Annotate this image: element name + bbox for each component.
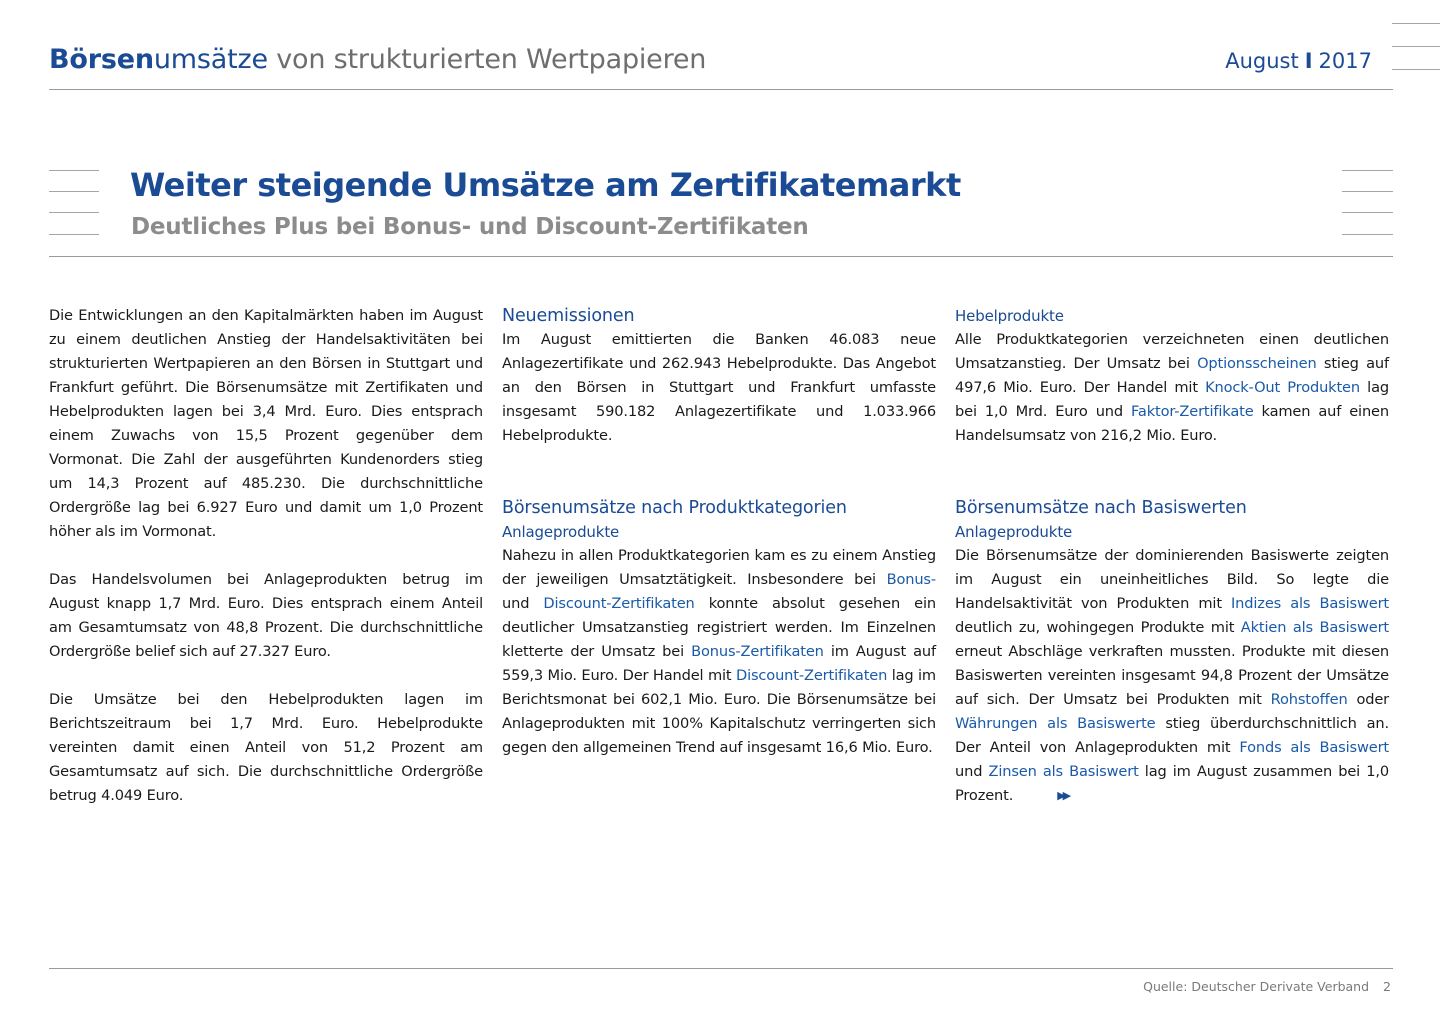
col1-paragraph-2: Das Handelsvolumen bei Anlageprodukten betrug im August knapp 1,7 Mrd. Euro. Dies entsprach einem Anteil am Gesamtumsatz von 48,8 Prozent. Die durchschnittliche Ordergröße belief sich auf 27.327 Euro. xyxy=(49,571,483,660)
text-segment: Die Börsenumsätze der dominierenden Basiswerte zeigten im August ein uneinheitliches Bild. So legte die Handelsaktivität von Produkten mit xyxy=(955,547,1389,612)
subheading-anlageprodukte: Anlageprodukte xyxy=(502,523,620,541)
header-month: August xyxy=(1225,49,1299,73)
column-2 xyxy=(502,304,936,760)
text-segment: im August auf 559,3 Mio. Euro. Der Handel mit xyxy=(502,643,936,684)
link-rohstoffen[interactable]: Rohstoffen xyxy=(1270,691,1348,708)
link-zinsen-als-basiswert[interactable]: Zinsen als Basiswert xyxy=(988,763,1139,780)
text-segment: oder xyxy=(1347,691,1390,708)
text-segment: deutlich zu, wohingegen Produkte mit xyxy=(955,619,1241,636)
text-segment: lag im Berichtsmonat bei 602,1 Mio. Euro. Die Börsenumsätze bei Anlageprodukten mit 100% Kapitalschutz verringerten sich gegen den allgemeinen Trend auf insgesamt 16,6 Mio. Euro. xyxy=(502,667,936,756)
footer-rule xyxy=(49,968,1393,969)
link-aktien-als-basiswert[interactable]: Aktien als Basiswert xyxy=(1240,619,1389,636)
text-segment: kamen auf einen Handelsumsatz von 216,2 Mio. Euro. xyxy=(955,403,1389,444)
heading-neuemissionen: Neuemissionen xyxy=(502,306,635,326)
text-segment: konnte absolut gesehen ein deutlicher Umsatzanstieg registriert werden. Im Einzelnen kletterte der Umsatz bei xyxy=(502,595,936,660)
text-segment: und xyxy=(502,595,544,612)
text-segment: stieg überdurchschnittlich an. Der Anteil von Anlageprodukten mit xyxy=(955,715,1389,756)
link-fonds-als-basiswert[interactable]: Fonds als Basiswert xyxy=(1239,739,1389,756)
sub-title: Deutliches Plus bei Bonus- und Discount-Zertifikaten xyxy=(131,214,809,240)
double-arrow-right-icon[interactable]: ▶▶ xyxy=(1057,789,1069,802)
link-faktor-zertifikate[interactable]: Faktor-Zertifikate xyxy=(1131,403,1254,420)
text-segment: erneut Abschläge verkraften mussten. Produkte mit diesen Basiswerten vereinten insgesamt 94,8 Prozent der Umsätze auf sich. Der Umsatz bei Produkten mit xyxy=(955,643,1389,708)
heading-produktkategorien: Börsenumsätze nach Produktkategorien xyxy=(502,498,847,518)
text-segment: lag im August zusammen bei 1,0 Prozent. xyxy=(955,763,1389,804)
header-title-bold: Börsen xyxy=(49,44,154,75)
header-year: 2017 xyxy=(1318,49,1372,73)
link-indizes-als-basiswert[interactable]: Indizes als Basiswert xyxy=(1231,595,1389,612)
header-rule xyxy=(49,89,1393,90)
basiswerte-paragraph xyxy=(955,544,1389,808)
anlageprodukte-paragraph xyxy=(502,544,936,760)
link-knock-out-produkten[interactable]: Knock-Out Produkten xyxy=(1205,379,1360,396)
title-rule xyxy=(49,256,1393,257)
text-segment: stieg auf 497,6 Mio. Euro. Der Handel mit xyxy=(955,355,1389,396)
heading-basiswerte: Börsenumsätze nach Basiswerten xyxy=(955,498,1247,518)
subheading-anlageprodukte-basiswerte: Anlageprodukte xyxy=(955,523,1073,541)
link-waehrungen-als-basiswerte[interactable]: Währungen als Basiswerte xyxy=(955,715,1156,732)
main-title: Weiter steigende Umsätze am Zertifikatemarkt xyxy=(130,166,961,204)
subheading-hebelprodukte: Hebelprodukte xyxy=(955,307,1064,325)
header-date xyxy=(1225,49,1372,73)
col1-paragraph-3: Die Umsätze bei den Hebelprodukten lagen im Berichtszeitraum bei 1,7 Mrd. Euro. Hebelprodukte vereinten damit einen Anteil von 51,2 Prozent am Gesamtumsatz auf sich. Die durchschnittliche Ordergröße betrug 4.049 Euro. xyxy=(49,691,483,804)
footer-source xyxy=(1143,979,1391,994)
column-3 xyxy=(955,304,1389,808)
header-separator: I xyxy=(1304,49,1313,73)
header-title-blue: umsätze xyxy=(153,44,268,75)
text-segment: Alle Produktkategorien verzeichneten einen deutlichen Umsatzanstieg. Der Umsatz bei xyxy=(955,331,1389,372)
link-discount-zertifikaten[interactable]: Discount-Zertifikaten xyxy=(543,595,695,612)
hebelprodukte-paragraph xyxy=(955,328,1389,448)
text-segment: und xyxy=(955,763,989,780)
neuemissionen-paragraph: Im August emittierten die Banken 46.083 neue Anlagezertifikate und 262.943 Hebelprodukte. Das Angebot an den Börsen in Stuttgart und Frankfurt umfasste insgesamt 590.182 Anlagezertifikate und 1.033.966 Hebelprodukte. xyxy=(502,331,936,444)
text-segment: lag bei 1,0 Mrd. Euro und xyxy=(955,379,1389,420)
header-title xyxy=(49,44,706,75)
source-text: Quelle: Deutscher Derivate Verband xyxy=(1143,979,1370,994)
col1-paragraph-1: Die Entwicklungen an den Kapitalmärkten haben im August zu einem deutlichen Anstieg der Handelsaktivitäten bei strukturierten Wertpapieren an den Börsen in Stuttgart und Frankfurt geführt. Die Börsenumsätze mit Zertifikaten und Hebelprodukten lagen bei 3,4 Mrd. Euro. Dies entsprach einem Zuwachs von 15,5 Prozent gegenüber dem Vormonat. Die Zahl der ausgeführten Kundenorders stieg um 14,3 Prozent auf 485.230. Die durchschnittliche Ordergröße lag bei 6.927 Euro und damit um 1,0 Prozent höher als im Vormonat. xyxy=(49,307,483,540)
link-discount-zertifikaten-2[interactable]: Discount-Zertifikaten xyxy=(735,667,888,684)
link-bonus-zertifikaten[interactable]: Bonus-Zertifikaten xyxy=(691,643,824,660)
header-title-rest: von strukturierten Wertpapieren xyxy=(267,44,707,75)
page-number: 2 xyxy=(1383,979,1391,994)
text-segment: Nahezu in allen Produktkategorien kam es zu einem Anstieg der jeweiligen Umsatztätigkeit. Insbesondere bei xyxy=(502,547,936,588)
link-optionsscheinen[interactable]: Optionsscheinen xyxy=(1197,355,1317,372)
link-bonus[interactable]: Bonus- xyxy=(886,571,936,588)
column-1 xyxy=(49,304,483,808)
